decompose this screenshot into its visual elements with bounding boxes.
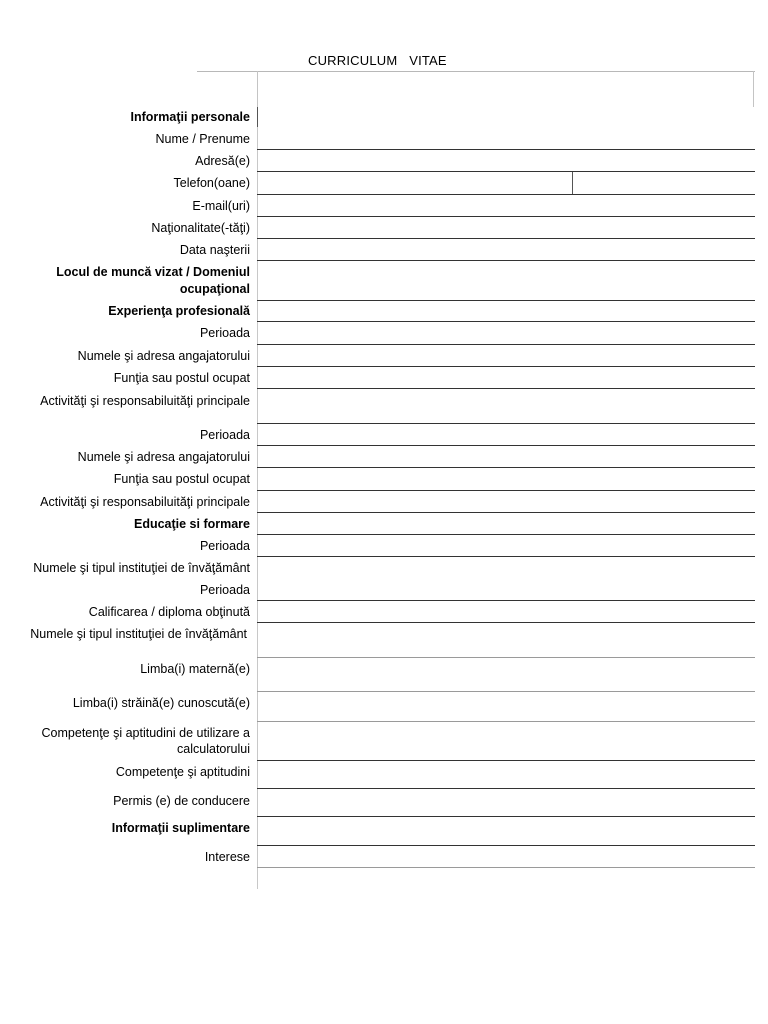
phone-field[interactable] bbox=[257, 194, 755, 195]
period-field-4[interactable] bbox=[257, 600, 755, 601]
label-education: Educaţie si formare bbox=[133, 517, 250, 531]
label-nationality: Naţionalitate(-tăţi) bbox=[151, 221, 250, 235]
activities-field-1[interactable] bbox=[257, 423, 755, 424]
label-position-2: Funţia sau postul ocupat bbox=[113, 472, 250, 486]
label-additional-info: Informaţii suplimentare bbox=[111, 821, 250, 835]
label-period-1: Perioada bbox=[199, 326, 250, 340]
label-email: E-mail(uri) bbox=[192, 199, 250, 213]
address-field[interactable] bbox=[257, 171, 755, 172]
label-driving-license: Permis (e) de conducere bbox=[113, 794, 250, 808]
label-name: Nume / Prenume bbox=[155, 132, 250, 146]
computer-skills-field[interactable] bbox=[257, 760, 755, 761]
employer-field-1[interactable] bbox=[257, 366, 755, 367]
education-row bbox=[257, 534, 755, 535]
label-interests: Interese bbox=[204, 850, 250, 864]
label-qualification: Calificarea / diploma obţinută bbox=[88, 605, 250, 619]
work-experience-row bbox=[257, 321, 755, 322]
header-box bbox=[257, 71, 754, 107]
qualification-field[interactable] bbox=[257, 622, 755, 623]
birth-date-field[interactable] bbox=[257, 260, 755, 261]
nationality-field[interactable] bbox=[257, 238, 755, 239]
label-foreign-languages: Limba(i) străină(e) cunoscută(e) bbox=[72, 696, 250, 710]
label-desired-job-line1: Locul de muncă vizat / Domeniul bbox=[56, 265, 250, 279]
label-period-4: Perioada bbox=[199, 583, 250, 597]
foreign-languages-field[interactable] bbox=[257, 721, 755, 722]
label-employer-2: Numele şi adresa angajatorului bbox=[77, 450, 250, 464]
activities-field-2[interactable] bbox=[257, 512, 755, 513]
label-computer-skills-line2: calculatorului bbox=[177, 742, 250, 756]
interests-field[interactable] bbox=[257, 867, 755, 868]
skills-field[interactable] bbox=[257, 788, 755, 789]
email-field[interactable] bbox=[257, 216, 755, 217]
form-column-divider-top bbox=[257, 107, 258, 127]
label-skills: Competenţe şi aptitudini bbox=[115, 765, 250, 779]
label-work-experience: Experienţa profesională bbox=[108, 304, 250, 318]
label-address: Adresă(e) bbox=[195, 154, 250, 168]
period-field-1[interactable] bbox=[257, 344, 755, 345]
phone-field-divider bbox=[572, 172, 573, 194]
institution-field-2[interactable] bbox=[257, 657, 755, 658]
employer-field-2[interactable] bbox=[257, 467, 755, 468]
label-institution-1: Numele şi tipul instituţiei de învăţământ bbox=[33, 561, 250, 575]
label-mother-tongue: Limba(i) maternă(e) bbox=[140, 662, 250, 676]
label-phone: Telefon(oane) bbox=[173, 176, 250, 190]
position-field-1[interactable] bbox=[257, 388, 755, 389]
label-personal-info: Informaţii personale bbox=[130, 110, 250, 124]
name-field[interactable] bbox=[257, 149, 755, 150]
label-employer-1: Numele şi adresa angajatorului bbox=[77, 349, 250, 363]
period-field-3[interactable] bbox=[257, 556, 755, 557]
mother-tongue-field[interactable] bbox=[257, 691, 755, 692]
label-period-2: Perioada bbox=[199, 428, 250, 442]
desired-job-field[interactable] bbox=[257, 300, 755, 301]
document-title: CURRICULUM VITAE bbox=[308, 53, 447, 68]
label-period-3: Perioada bbox=[199, 539, 250, 553]
label-birth-date: Data naşterii bbox=[179, 243, 250, 257]
form-column-divider bbox=[257, 107, 258, 889]
label-activities-1: Activităţi şi responsabiluităţi principale bbox=[40, 394, 250, 408]
label-activities-2: Activităţi şi responsabiluităţi principale bbox=[40, 495, 250, 509]
period-field-2[interactable] bbox=[257, 445, 755, 446]
label-position-1: Funţia sau postul ocupat bbox=[113, 371, 250, 385]
label-desired-job-line2: ocupaţional bbox=[179, 282, 250, 296]
position-field-2[interactable] bbox=[257, 490, 755, 491]
driving-license-field[interactable] bbox=[257, 816, 755, 817]
additional-info-row bbox=[257, 845, 755, 846]
label-institution-2: Numele şi tipul instituţiei de învăţământ bbox=[30, 627, 247, 641]
label-computer-skills-line1: Competenţe şi aptitudini de utilizare a bbox=[41, 726, 250, 740]
